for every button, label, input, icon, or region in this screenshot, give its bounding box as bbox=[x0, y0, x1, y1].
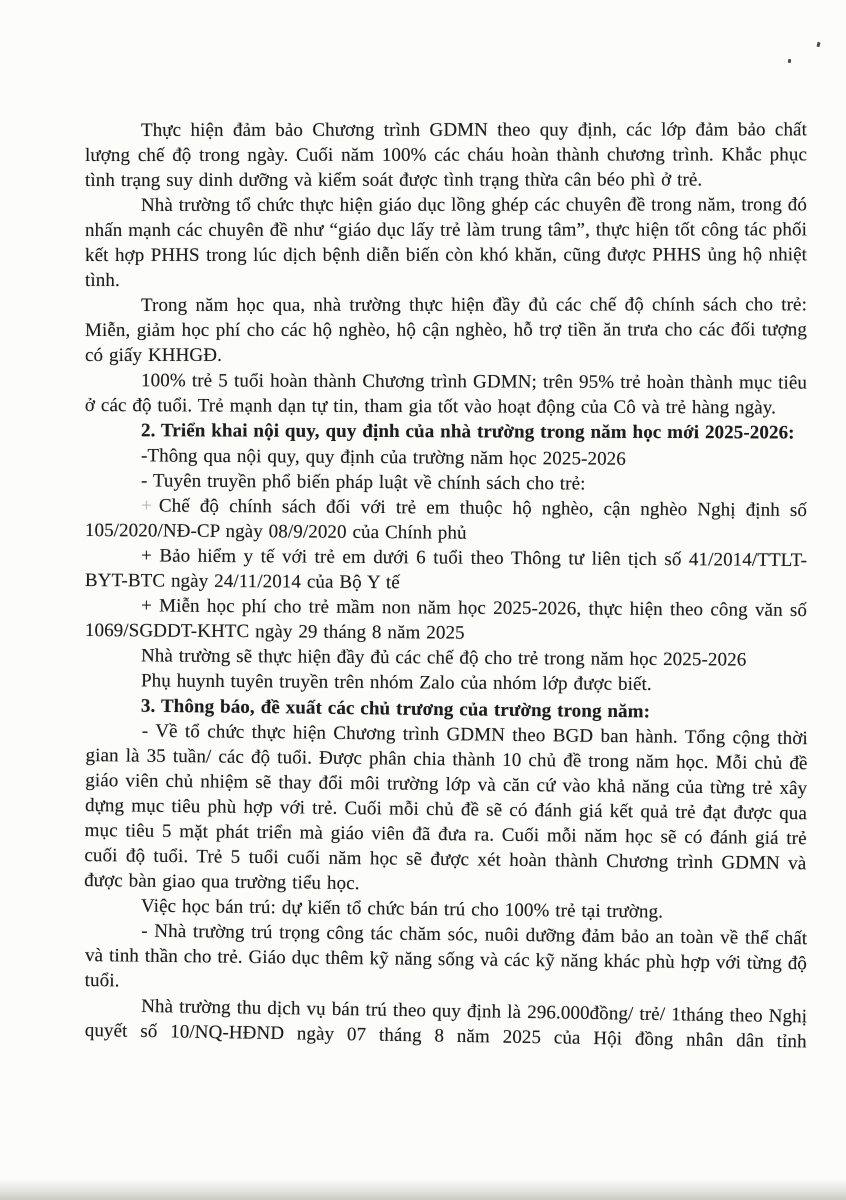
section-heading-3: 3. Thông báo, đề xuất các chủ trương của trường trong năm: bbox=[140, 695, 651, 723]
paragraph-tuition-exemption: + Miễn học phí cho trẻ mầm non năm học 2025-2026, thực hiện theo công văn số 1069/SGDDT-KHTC ngày 29 tháng 8 năm 2025 bbox=[84, 595, 808, 644]
faint-plus-mark: + bbox=[141, 495, 152, 517]
paragraph-zalo-group: Phụ huynh tuyên truyền trên nhóm Zalo của nhóm lớp được biết. bbox=[140, 670, 652, 695]
paragraph-regimes-commitment: Nhà trường sẽ thực hiện đầy đủ các chế độ cho trẻ trong năm học 2025-2026 bbox=[140, 645, 747, 671]
section-heading-2: 2. Triển khai nội quy, quy định của nhà trường trong năm học mới 2025-2026: bbox=[140, 420, 795, 444]
paragraph-integrated-education: Nhà trường tổ chức thực hiện giáo dục lồng ghép các chuyên đề trong năm, trong đó nhấn mạnh các chuyên đề như “giáo dục lấy trẻ làm trung tâm”, thực hiện tốt công tác phối kết hợp PHHS trong lúc dịch bệnh diễn biến còn khó khăn, cũng được PHHS ủng hộ nhiệt tình. bbox=[84, 194, 808, 291]
paragraph-boarding-fee: Nhà trường thu dịch vụ bán trú theo quy định là 296.000đồng/ trẻ/ 1tháng theo Nghị quyết số 10/NQ-HĐND ngày 07 tháng 8 năm 2025 của Hội đồng nhân dân tỉnh bbox=[84, 995, 808, 1053]
paragraph-rules-announcement: -Thông qua nội quy, quy định của trường năm học 2025-2026 bbox=[140, 445, 626, 470]
page-bottom-shadow bbox=[0, 1178, 846, 1200]
document-body bbox=[84, 118, 808, 1053]
paragraph-care-nutrition: - Nhà trường trú trọng công tác chăm sóc, nuôi dưỡng đảm bảo an toàn về thể chất và tinh thần cho trẻ. Giáo dục thêm kỹ năng sống và các kỹ năng khác phù hợp với từng độ tuổi. bbox=[84, 920, 808, 992]
paragraph-program-quality: Thực hiện đảm bảo Chương trình GDMN theo quy định, các lớp đảm bảo chất lượng chế độ trong ngày. Cuối năm 100% các cháu hoàn thành chương trình. Khắc phục tình trạng suy dinh dưỡng và kiểm soát được tình trạng thừa cân béo phì ở trẻ. bbox=[84, 119, 808, 191]
paragraph-health-insurance: + Bảo hiểm y tế với trẻ em dưới 6 tuổi theo Thông tư liên tịch số 41/2014/TTLT-BYT-BTC ngày 24/11/2014 của Bộ Y tế bbox=[84, 545, 808, 594]
paragraph-boarding-plan: Việc học bán trú: dự kiến tổ chức bán trú cho 100% trẻ tại trường. bbox=[140, 895, 664, 923]
paragraph-policy-support: Trong năm học qua, nhà trường thực hiện đầy đủ các chế độ chính sách cho trẻ: Miễn, giảm học phí cho các hộ nghèo, hộ cận nghèo, hỗ trợ tiền ăn trưa cho các đối tượng có giấy KHHGĐ. bbox=[84, 294, 808, 366]
paragraph-completion-rates: 100% trẻ 5 tuổi hoàn thành Chương trình GDMN; trên 95% trẻ hoàn thành mục tiêu ở các độ tuổi. Trẻ mạnh dạn tự tin, tham gia tốt vào hoạt động của Cô và trẻ hàng ngày. bbox=[84, 370, 808, 419]
scan-speck bbox=[788, 59, 792, 63]
paragraph-curriculum-plan: - Về tổ chức thực hiện Chương trình GDMN theo BGD ban hành. Tổng cộng thời gian là 35 tuần/ các độ tuổi. Được phân chia thành 10 chủ đề trong năm học. Mỗi chủ đề giáo viên chủ nhiệm sẽ thay đổi môi trường lớp và căn cứ vào khả năng của từng trẻ xây dựng mục tiêu phù hợp với trẻ. Cuối mỗi chủ đề sẽ có đánh giá kết quả trẻ đạt được qua mục tiêu 5 mặt phát triển mà giáo viên đã đưa ra. Cuối mỗi năm học sẽ có đánh giá trẻ cuối độ tuổi. Trẻ 5 tuổi cuối năm học sẽ được xét hoàn thành Chương trình GDMN và được bàn giao qua trường tiểu học. bbox=[84, 720, 808, 895]
scan-speck bbox=[816, 42, 820, 48]
paragraph-decree-105 bbox=[85, 493, 807, 548]
paragraph-law-propaganda: - Tuyên truyền phổ biến pháp luật về chính sách cho trẻ: bbox=[140, 470, 586, 495]
paragraph-decree-105-text: Chế độ chính sách đối với trẻ em thuộc hộ nghèo, cận nghèo Nghị định số 105/2020/NĐ-CP ngày 08/9/2020 của Chính phủ bbox=[84, 495, 808, 544]
